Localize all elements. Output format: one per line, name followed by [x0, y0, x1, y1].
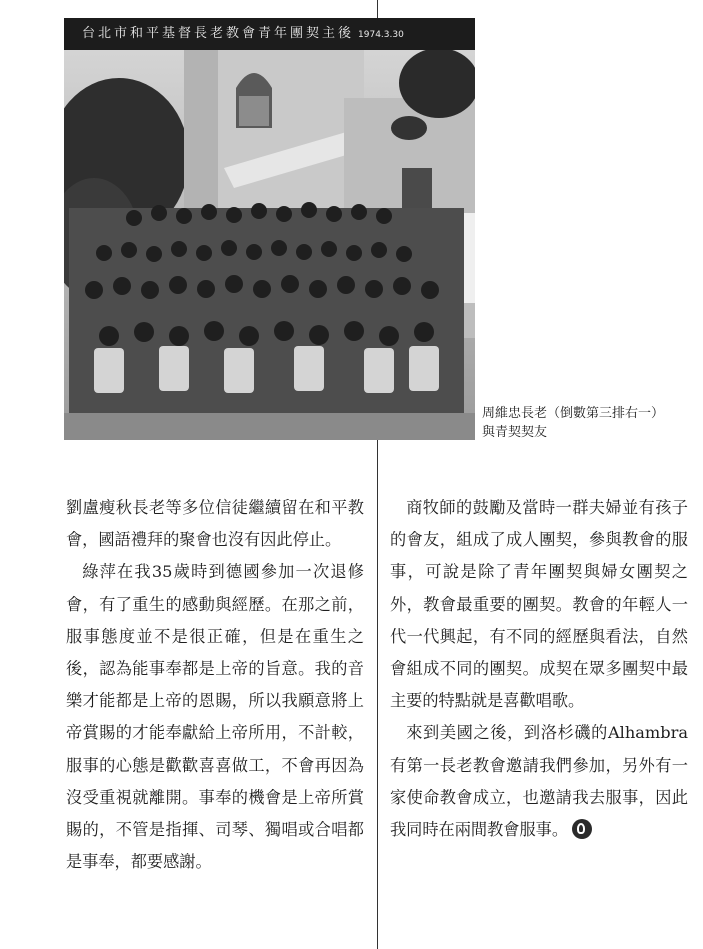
photo-banner-text: 台北市和平基督長老教會青年團契主後 — [82, 26, 355, 41]
body-paragraph: 綠萍在我35歲時到德國參加一次退修會，有了重生的感動與經歷。在那之前，服事態度並不是很正確，但是在重生之後，認為能事奉都是上帝的旨意。我的音樂才能都是上帝的恩賜，所以我願意將上帝賞賜的才能奉獻給上帝所用，不計較，服事的心態是歡歡喜喜做工，不會再因為沒受重視就離開。事奉的機會是上帝所賞賜的，不管是指揮、司琴、獨唱或合唱都是事奉，都要感謝。 — [66, 562, 364, 872]
photo-caption-line-1: 周維忠長老（倒數第三排右一） — [482, 406, 665, 421]
left-text-column — [66, 492, 364, 878]
photo-banner — [64, 18, 475, 50]
group-photo — [64, 18, 475, 440]
photo-caption — [482, 404, 697, 442]
body-paragraph: 劉盧瘦秋長老等多位信徒繼續留在和平教會，國語禮拜的聚會也沒有因此停止。 — [66, 498, 364, 550]
photo-caption-line-2: 與青契契友 — [482, 425, 548, 440]
photo-image — [64, 18, 475, 440]
photo-banner-date: 1974.3.30 — [358, 30, 404, 40]
body-paragraph-last — [390, 717, 688, 846]
body-paragraph-text: 來到美國之後，到洛杉磯的Alhambra有第一長老教會邀請我們參加，另外有一家使命教會成立，也邀請我去服事，因此我同時在兩間教會服事。 — [390, 723, 688, 840]
body-paragraph: 商牧師的鼓勵及當時一群夫婦並有孩子的會友，組成了成人團契，參與教會的服事，可說是除了青年團契與婦女團契之外，教會最重要的團契。教會的年輕人一代一代興起，有不同的經歷與看法，自然會組成不同的團契。成契在眾多團契中最主要的特點就是喜歡唱歌。 — [390, 498, 688, 711]
end-of-article-icon — [572, 819, 592, 839]
right-text-column — [390, 492, 688, 846]
